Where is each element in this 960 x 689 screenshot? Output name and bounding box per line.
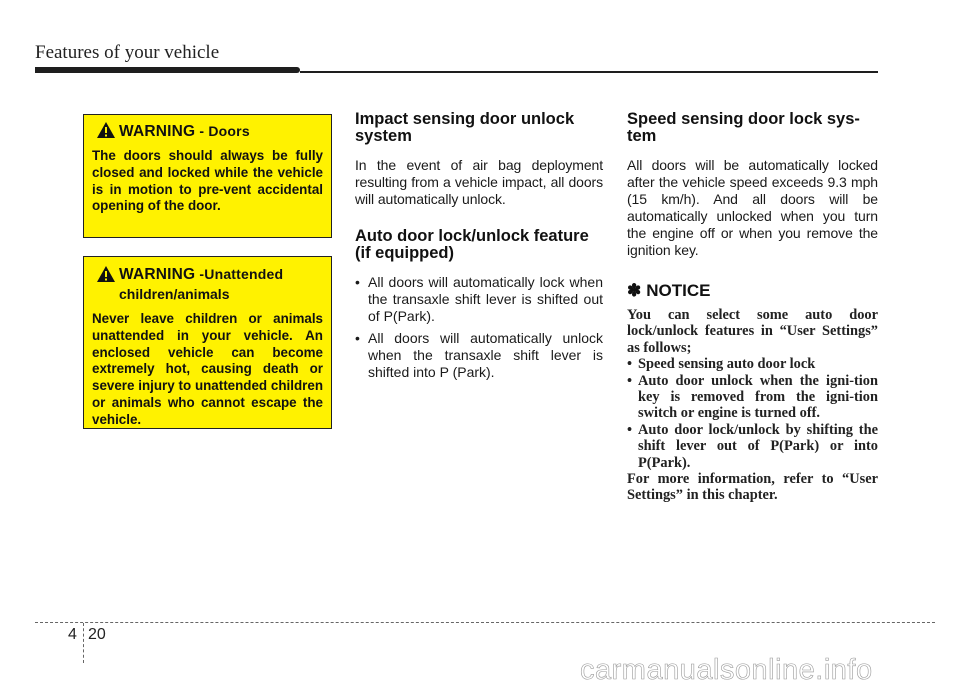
section-heading-speed-lock: Speed sensing door lock sys-tem: [627, 110, 860, 145]
warning-triangle-icon: [96, 265, 116, 283]
warning-subject: - Doors: [195, 123, 250, 139]
list-item: • Speed sensing auto door lock: [627, 356, 878, 372]
chapter-number: 4: [68, 626, 77, 643]
warning-body: Never leave children or animals unattended in your vehicle. An enclosed vehicle can become extremely hot, causing death or severe injury to unattended children or animals who cannot escape the vehicle.: [92, 311, 323, 427]
page-header-title: Features of your vehicle: [35, 42, 220, 63]
warning-box-children: [83, 256, 332, 429]
notice-star-icon: ✽: [627, 281, 642, 300]
warning-heading: WARNING -Unattended: [119, 266, 284, 283]
middle-column: [355, 111, 603, 386]
auto-lock-list: [355, 274, 603, 381]
right-column: [627, 111, 878, 504]
page-number: 20: [88, 626, 106, 643]
notice-list: [627, 356, 878, 471]
warning-header: [92, 257, 323, 311]
warning-body: The doors should always be fully closed and locked while the vehicle is in motion to pre-vent accidental opening of the door.: [92, 148, 323, 214]
section-body-impact: In the event of air bag deployment resulting from a vehicle impact, all doors will automatically unlock.: [355, 157, 603, 207]
warning-triangle-icon: [96, 121, 116, 139]
warning-header: [92, 115, 323, 148]
section-heading-auto-lock: Auto door lock/unlock feature (if equipped): [355, 227, 589, 262]
header-rule: [300, 71, 878, 73]
list-item: • Auto door lock/unlock by shifting the shift lever out of P(Park) or into P(Park).: [627, 422, 878, 471]
warning-box-doors: [83, 114, 332, 238]
footer-divider: [83, 623, 84, 663]
notice-intro: You can select some auto door lock/unlock features in “User Settings” as follows;: [627, 307, 878, 356]
notice-body: [627, 307, 878, 504]
section-heading-impact: Impact sensing door unlock system: [355, 110, 575, 145]
header-bar: [35, 67, 300, 73]
notice-title: [627, 281, 878, 301]
notice-outro: For more information, refer to “User Settings” in this chapter.: [627, 471, 878, 504]
warning-subject: -Unattended: [195, 266, 284, 282]
section-body-speed-lock: All doors will be automatically locked after the vehicle speed exceeds 9.3 mph (15 km/h). And all doors will be automatically unlocked when you turn the engine off or when you remove the ignition key.: [627, 157, 878, 258]
list-item: • All doors will automatically lock when the transaxle shift lever is shifted out of P(Park).: [355, 274, 603, 325]
list-item: • All doors will automatically unlock when the transaxle shift lever is shifted into P (Park).: [355, 330, 603, 381]
list-item: • Auto door unlock when the igni-tion key is removed from the igni-tion switch or engine is turned off.: [627, 373, 878, 422]
warning-subject-line2: children/animals: [119, 286, 230, 302]
footer-rule: [35, 622, 935, 623]
watermark-logo: carmanualsonline.info: [580, 654, 873, 686]
notice-label: NOTICE: [646, 281, 711, 300]
warning-heading: WARNING - Doors: [119, 123, 250, 140]
